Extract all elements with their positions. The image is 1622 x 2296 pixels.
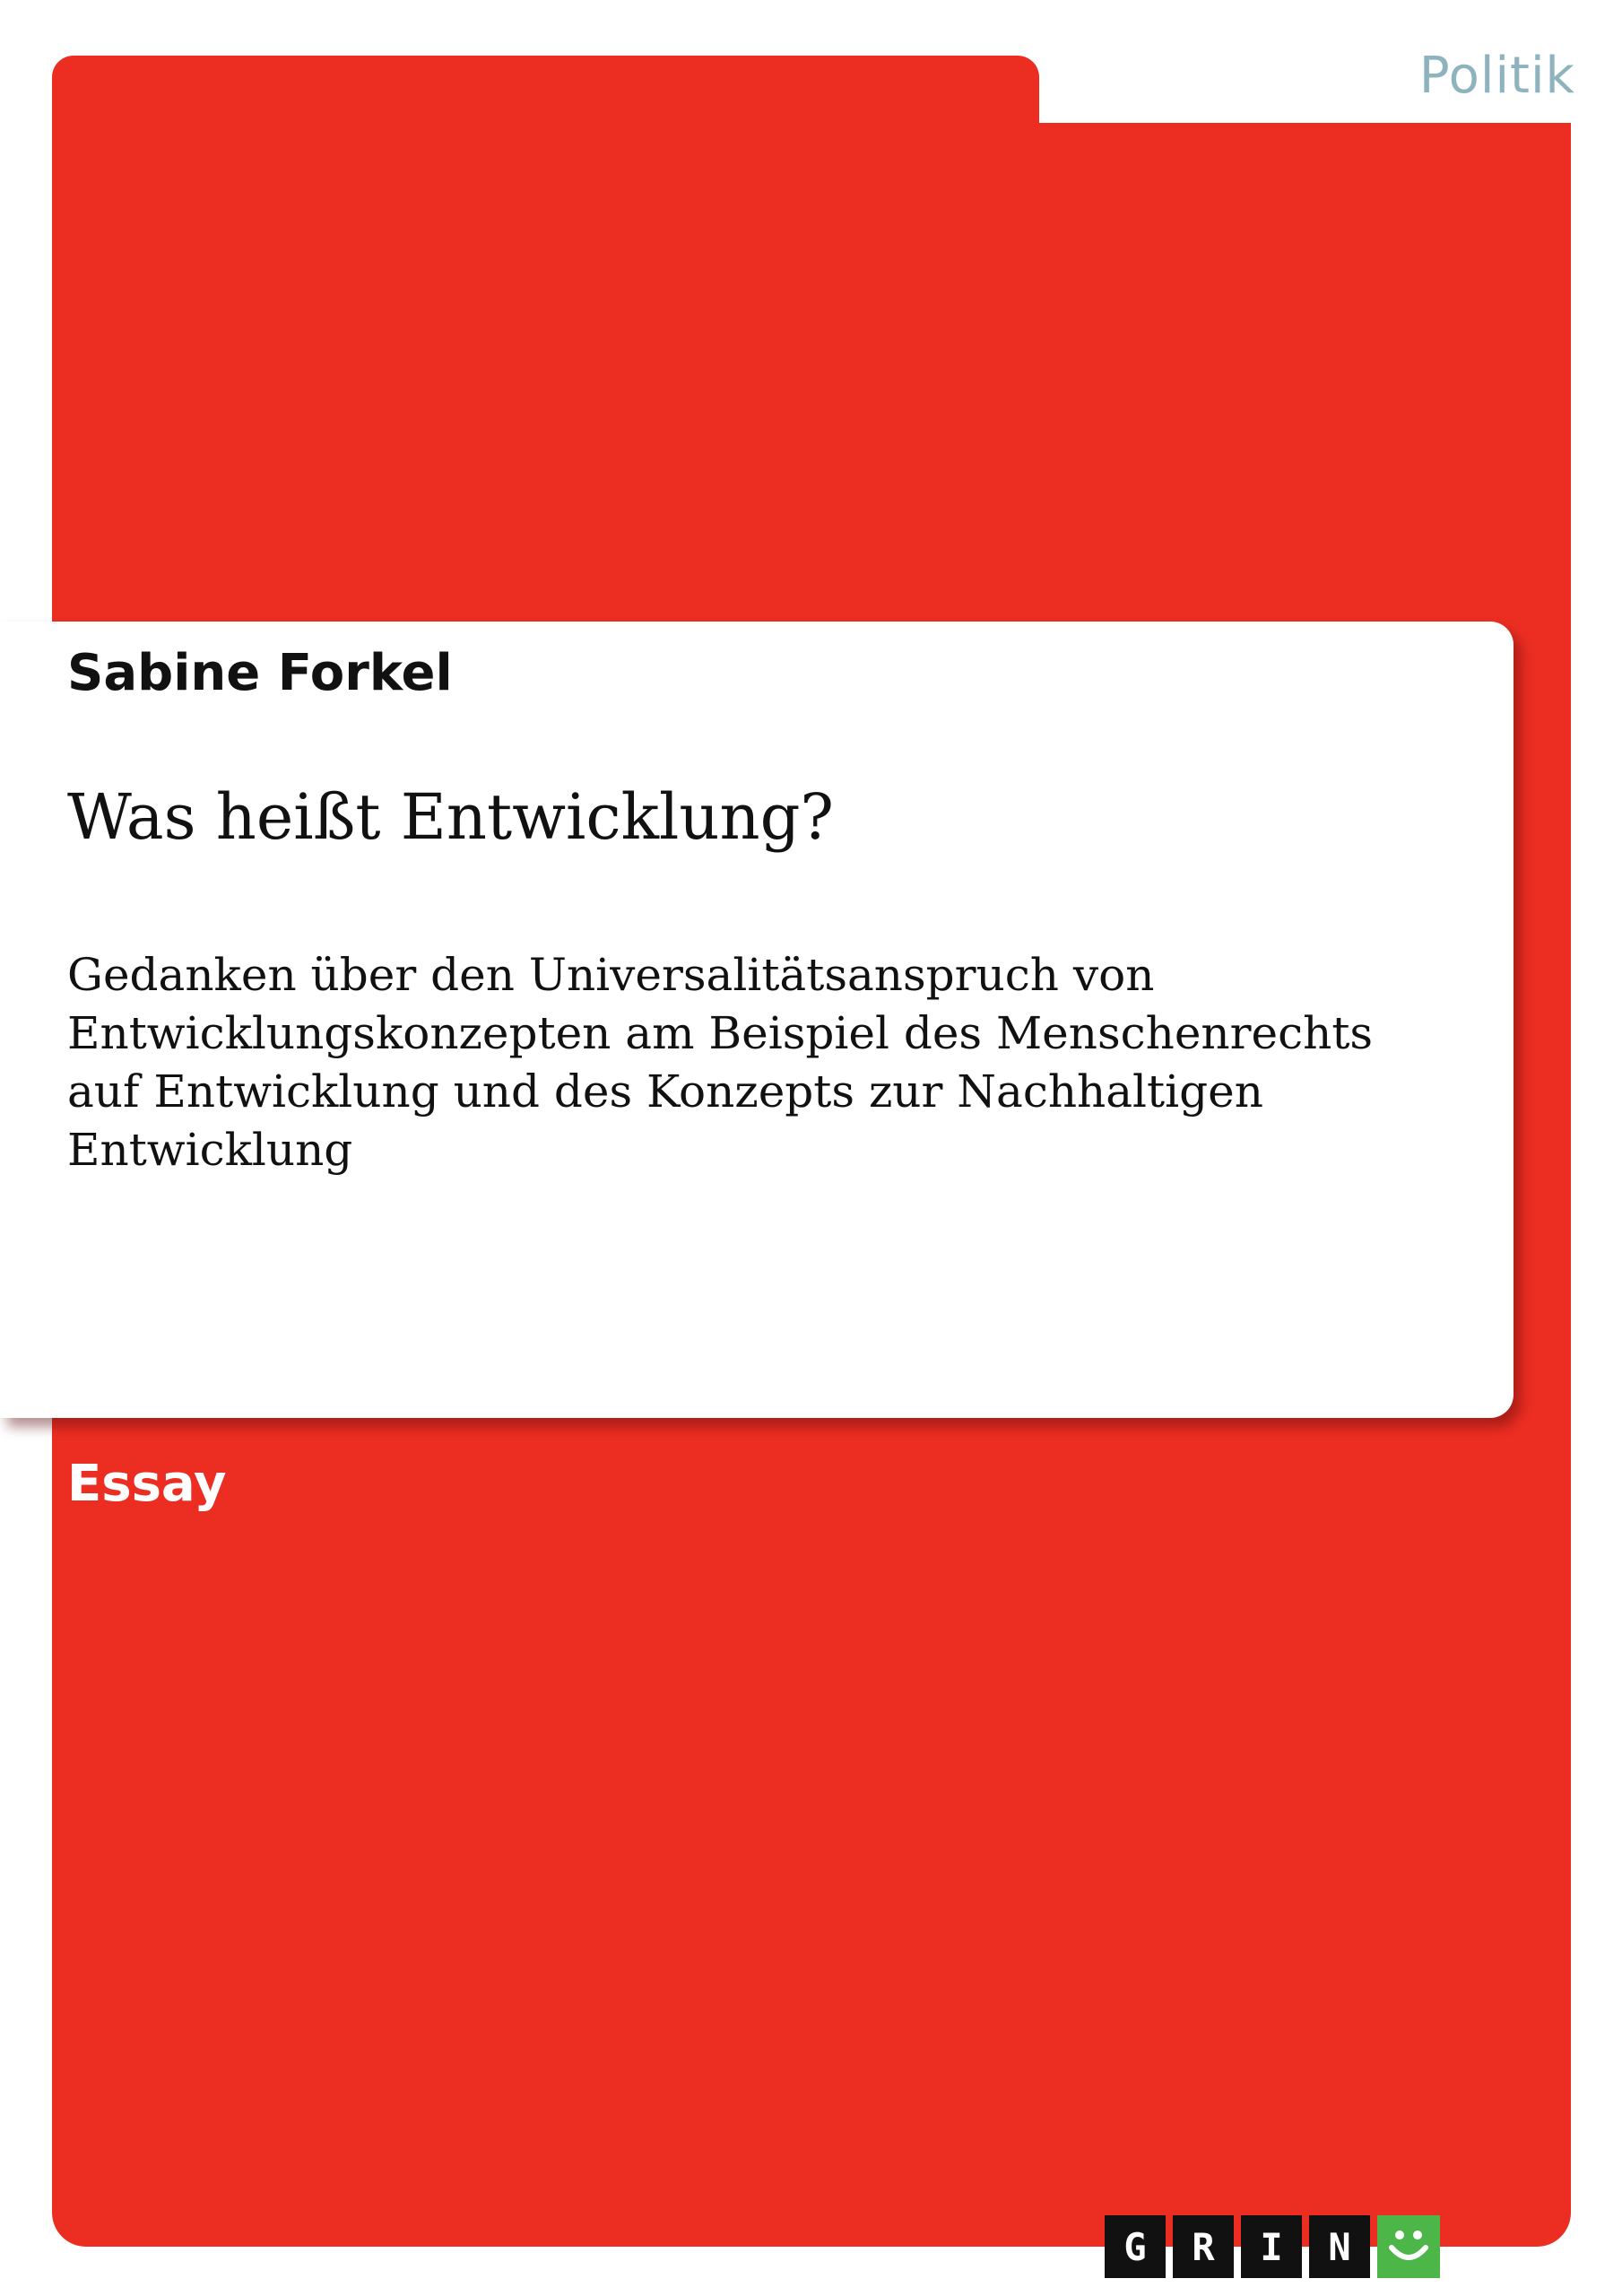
- logo-letter-i: I: [1241, 2215, 1302, 2278]
- logo-letter-g: G: [1105, 2215, 1166, 2278]
- logo-letter-n: N: [1309, 2215, 1370, 2278]
- author-name: Sabine Forkel: [67, 644, 453, 702]
- category-label: Politik: [1418, 47, 1575, 105]
- smiley-icon: [1377, 2215, 1440, 2278]
- logo-letter-r: R: [1173, 2215, 1234, 2278]
- book-title: Was heißt Entwicklung?: [67, 780, 834, 854]
- book-subtitle: Gedanken über den Universalitätsanspruch von Entwicklungskonzepten am Beispiel des Menschenrechts auf Entwicklung und des Konzepts zur Nachhaltigen Entwicklung: [67, 949, 1374, 1176]
- document-type-label: Essay: [67, 1455, 227, 1513]
- grin-publisher-logo: [1105, 2215, 1440, 2278]
